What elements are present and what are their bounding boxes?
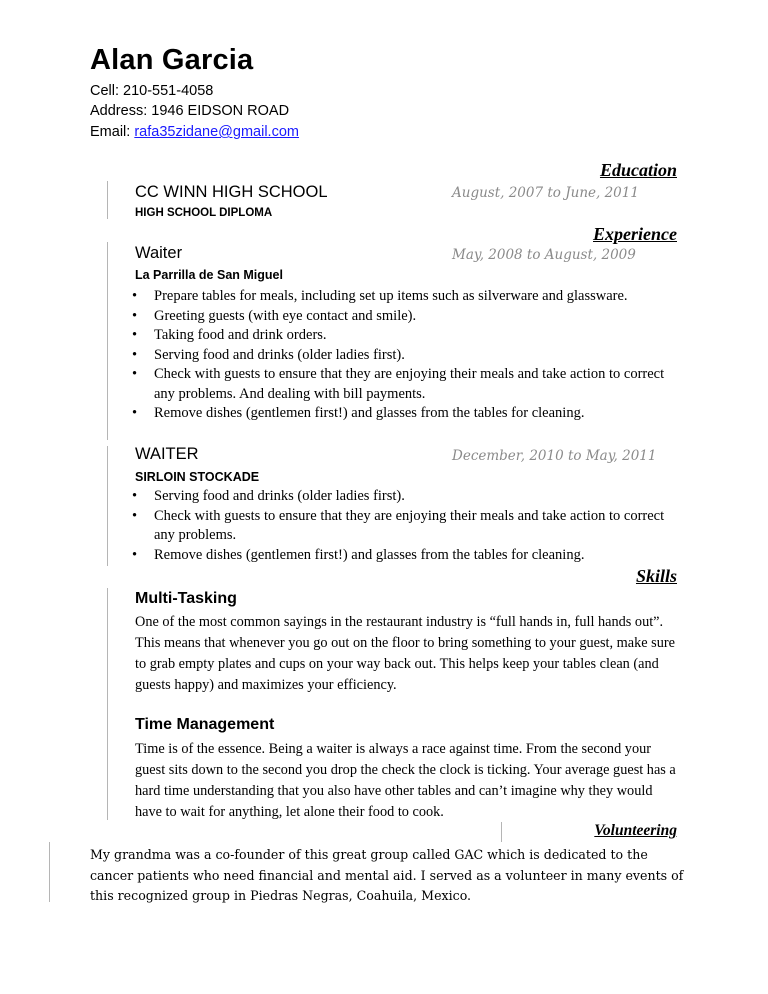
bullet-icon: • [132, 488, 138, 504]
list-item [130, 326, 670, 346]
volunteering-text: My grandma was a co-founder of this great group called GAC which is dedicated to the cancer patients who need financial and mental aid. I served as a volunteer in many events of this recognized group in Piedras Negras, Coahuila, Mexico. [90, 847, 684, 903]
duty-text: Check with guests to ensure that they are enjoying their meals and take action to correct any problems. [154, 507, 665, 543]
duty-text: Serving food and drinks (older ladies first). [154, 346, 405, 363]
bullet-icon: • [132, 507, 138, 524]
section-rule [107, 242, 108, 440]
school-name: CC WINN HIGH SCHOOL [135, 183, 328, 201]
skill-title: Multi-Tasking [135, 590, 237, 607]
duty-text: Serving food and drinks (older ladies first). [154, 488, 405, 504]
section-rule [107, 181, 108, 219]
list-item [130, 546, 670, 566]
list-item [130, 346, 670, 366]
list-item [130, 507, 670, 546]
bullet-icon: • [132, 546, 138, 563]
duty-text: Check with guests to ensure that they are enjoying their meals and take action to correct any problems. And dealing with bill payments. [154, 366, 665, 402]
list-item [130, 287, 670, 307]
skills-heading: Skills [635, 566, 677, 586]
education-dates: August, 2007 to June, 2011 [452, 185, 639, 201]
employer: SIRLOIN STOCKADE [135, 470, 260, 484]
bullet-icon: • [132, 327, 138, 343]
job-title: Waiter [135, 244, 183, 262]
email-link[interactable]: rafa35zidane@gmail.com [134, 124, 299, 140]
employer: La Parrilla de San Miguel [135, 268, 283, 282]
skill-description: One of the most common sayings in the restaurant industry is “full hands in, full hands out”. This means that whenever you go out on the floor to bring something to your guest, make sure to grab empty plates and cups on your way back out. This helps keep your tables clean (and guests happy) and maximizes your efficiency. [135, 614, 676, 693]
candidate-name: Alan Garcia [90, 44, 254, 76]
email-label: Email: [90, 124, 135, 140]
bullet-icon: • [132, 405, 138, 421]
duty-text: Prepare tables for meals, including set up items such as silverware and glassware. [154, 288, 628, 304]
bullet-icon: • [132, 366, 138, 382]
email-line [90, 122, 299, 142]
duty-text: Remove dishes (gentlemen first!) and glasses from the tables for cleaning. [154, 546, 585, 563]
section-rule [107, 446, 108, 566]
bullet-icon: • [132, 307, 138, 324]
duty-text: Greeting guests (with eye contact and smile). [154, 307, 417, 324]
list-item [130, 487, 670, 507]
list-item [130, 404, 670, 424]
cell-phone: Cell: 210-551-4058 [90, 83, 214, 99]
list-item [130, 307, 670, 327]
job-dates: December, 2010 to May, 2011 [452, 448, 657, 464]
list-item [130, 365, 670, 404]
education-heading: Education [599, 160, 677, 180]
address: Address: 1946 EIDSON ROAD [90, 103, 290, 119]
bullet-icon: • [132, 346, 138, 363]
skill-description: Time is of the essence. Being a waiter is always a race against time. From the second your guest sits down to the second you drop the check the clock is ticking. Your average guest has a hard time understanding that you also have other tables and can’t imagine why they would have to wait for anything, let alone their food to cook. [135, 741, 676, 820]
job-dates: May, 2008 to August, 2009 [452, 247, 636, 263]
volunteering-heading: Volunteering [594, 822, 677, 839]
job-duties-list [130, 487, 670, 565]
skill-title: Time Management [135, 716, 275, 733]
duty-text: Taking food and drink orders. [154, 327, 327, 343]
section-rule [49, 842, 50, 902]
job-duties-list [130, 287, 670, 424]
job-title: WAITER [135, 445, 199, 463]
duty-text: Remove dishes (gentlemen first!) and glasses from the tables for cleaning. [154, 405, 585, 421]
bullet-icon: • [132, 288, 138, 304]
section-rule [107, 588, 108, 820]
degree: HIGH SCHOOL DIPLOMA [135, 207, 273, 219]
section-rule [501, 822, 502, 842]
experience-heading: Experience [593, 224, 677, 244]
